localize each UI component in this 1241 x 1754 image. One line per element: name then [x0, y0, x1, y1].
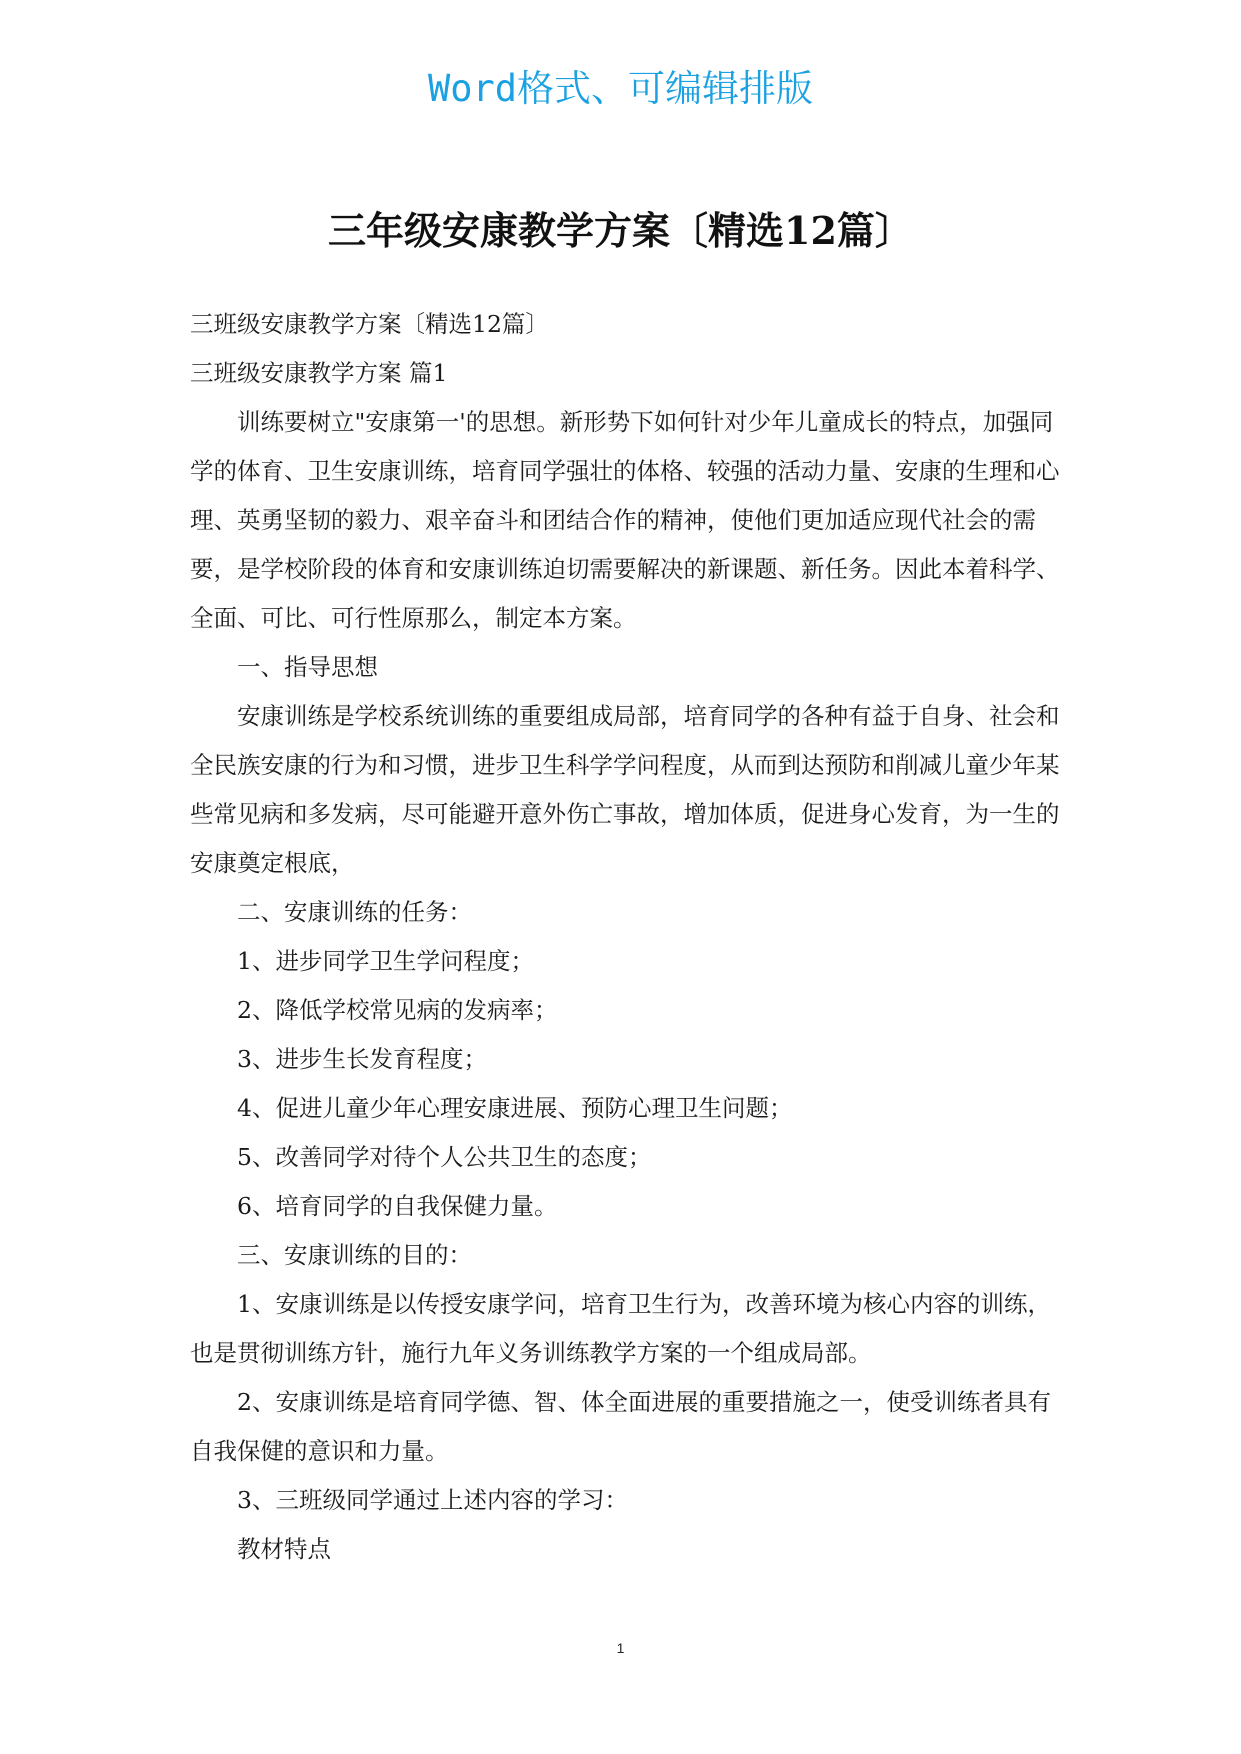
section-heading: 三班级安康教学方案 篇1	[190, 359, 448, 387]
document-title: 三年级安康教学方案〔精选12篇〕	[328, 208, 913, 253]
paragraph-guiding-thought: 安康训练是学校系统训练的重要组成局部，培育同学的各种有益于自身、社会和全民族安康的行为和习惯，进步卫生科学学问程度，从而到达预防和削减儿童少年某些常见病和多发病，尽可能避开意外伤亡事故，增加体质，促进身心发育，为一生的安康奠定根底，	[190, 702, 1060, 877]
list-item-task-2: 2、降低学校常见病的发病率；	[237, 996, 558, 1024]
page-number: 1	[616, 1640, 625, 1656]
heading-tasks: 二、安康训练的任务：	[237, 898, 472, 926]
paragraph-purpose-3: 3、三班级同学通过上述内容的学习：	[237, 1486, 628, 1514]
paragraph-purpose-2: 2、安康训练是培育同学德、智、体全面进展的重要措施之一，使受训练者具有自我保健的意识和力量。	[190, 1388, 1051, 1465]
list-item-task-4: 4、促进儿童少年心理安康进展、预防心理卫生问题；	[237, 1094, 793, 1122]
heading-textbook-features: 教材特点	[237, 1535, 331, 1563]
list-item-task-1: 1、进步同学卫生学问程度；	[237, 947, 534, 975]
heading-purpose: 三、安康训练的目的：	[237, 1241, 472, 1269]
paragraph-purpose-1: 1、安康训练是以传授安康学问，培育卫生行为，改善环境为核心内容的训练，也是贯彻训练方针，施行九年义务训练教学方案的一个组成局部。	[190, 1290, 1051, 1367]
heading-guiding-thought: 一、指导思想	[237, 653, 378, 681]
document-body	[190, 300, 1070, 1574]
document-subtitle: 三班级安康教学方案〔精选12篇〕	[190, 310, 549, 338]
header-banner: Word格式、可编辑排版	[427, 67, 814, 110]
list-item-task-3: 3、进步生长发育程度；	[237, 1045, 487, 1073]
list-item-task-5: 5、改善同学对待个人公共卫生的态度；	[237, 1143, 652, 1171]
paragraph-intro: 训练要树立"安康第一'的思想。新形势下如何针对少年儿童成长的特点，加强同学的体育、卫生安康训练，培育同学强壮的体格、较强的活动力量、安康的生理和心理、英勇坚韧的毅力、艰辛奋斗和团结合作的精神，使他们更加适应现代社会的需要，是学校阶段的体育和安康训练迫切需要解决的新课题、新任务。因此本着科学、全面、可比、可行性原那么，制定本方案。	[190, 408, 1060, 632]
list-item-task-6: 6、培育同学的自我保健力量。	[237, 1192, 558, 1220]
